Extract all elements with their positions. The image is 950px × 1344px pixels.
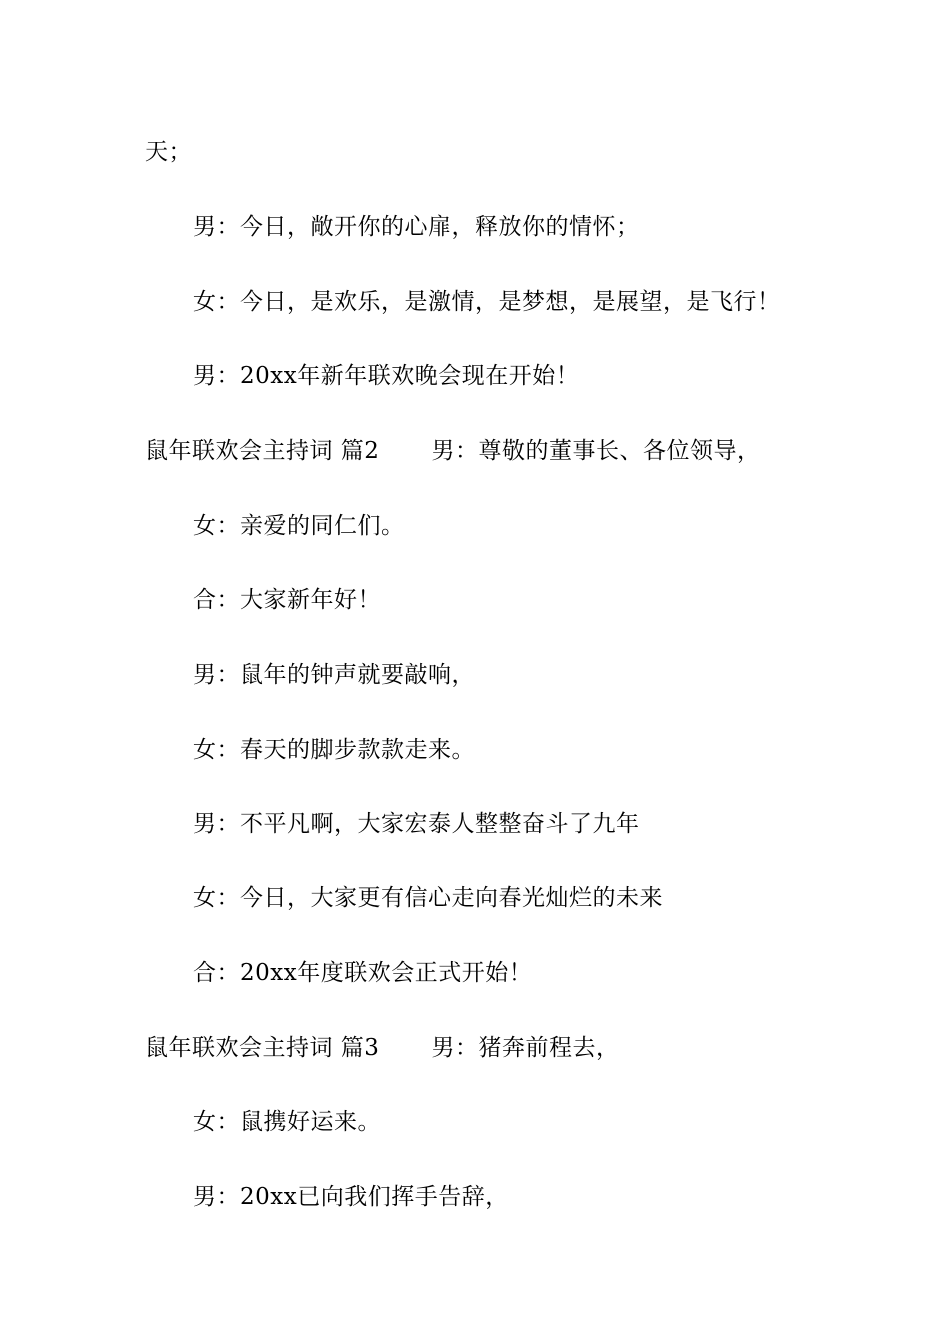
- text-line: 男：猪奔前程去，: [431, 1035, 620, 1061]
- text-line: 男：20xx年新年联欢晚会现在开始！: [193, 363, 580, 389]
- text-line: 男：不平凡啊，大家宏泰人整整奋斗了九年: [193, 811, 640, 837]
- section-heading: 鼠年联欢会主持词 篇3: [145, 1035, 380, 1061]
- text-line: 女：今日，大家更有信心走向春光灿烂的未来: [193, 885, 663, 911]
- text-line: 合：20xx年度联欢会正式开始！: [193, 960, 533, 986]
- text-line: 男：尊敬的董事长、各位领导，: [431, 438, 761, 464]
- text-line: 男：20xx已向我们挥手告辞，: [193, 1184, 509, 1210]
- text-line: 女：春天的脚步款款走来。: [193, 737, 475, 763]
- text-line: 天；: [145, 139, 192, 165]
- text-line: 合：大家新年好！: [193, 587, 381, 613]
- text-line: 男：鼠年的钟声就要敲响，: [193, 662, 475, 688]
- text-line: 女：今日，是欢乐，是激情，是梦想，是展望，是飞行！: [193, 289, 781, 315]
- section-heading: 鼠年联欢会主持词 篇2: [145, 438, 380, 464]
- text-line: 男：今日，敞开你的心扉，释放你的情怀；: [193, 214, 640, 240]
- text-line: 女：鼠携好运来。: [193, 1109, 381, 1135]
- section-heading-row: [145, 437, 760, 465]
- section-heading-row: [145, 1034, 619, 1062]
- text-line: 女：亲爱的同仁们。: [193, 513, 405, 539]
